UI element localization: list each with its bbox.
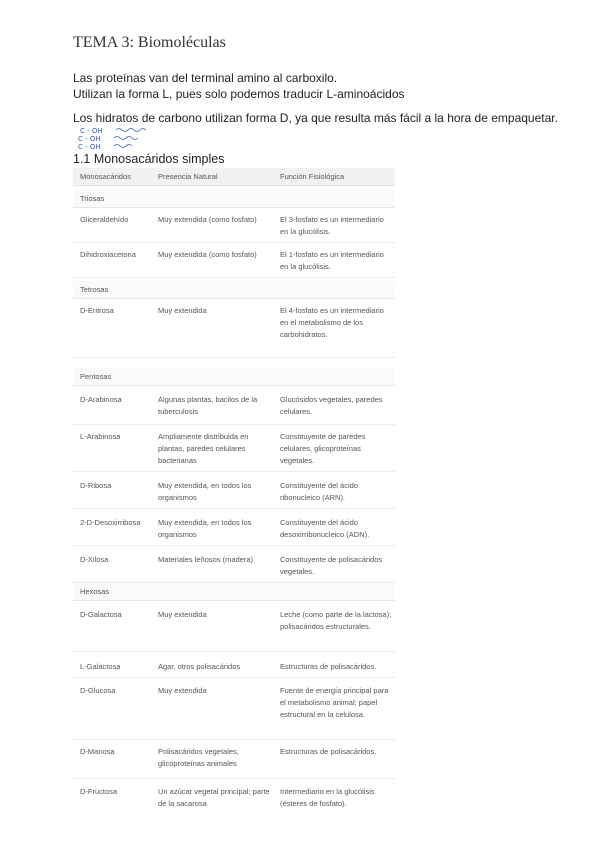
group-label: Hexosas [80,587,110,596]
cell-physiological-function: Leche (como parte de la lactosa); polisacáridos estructurales. [280,610,392,631]
cell-physiological-function: El 1-fosfato es un intermediario en la glucólisis. [280,250,384,271]
cell-monosaccharide: D-Glucosa [80,686,116,695]
cell-natural-presence: Materiales leñosos (madera) [158,555,254,564]
cell-natural-presence: Muy extendida (como fosfato) [158,215,257,224]
table-row [73,513,395,546]
cell-monosaccharide: D-Eritrosa [80,306,114,315]
table-row [73,782,395,814]
table-row [73,301,395,358]
cell-physiological-function: Fuente de energía principal para el metabolismo animal; papel estructural en la celulosa. [280,686,389,719]
paragraph-carbohydrates: Los hidratos de carbono utilizan forma D, ya que resulta más fácil a la hora de empaquetar. [73,111,558,125]
cell-natural-presence: Muy extendida (como fosfato) [158,250,257,259]
table-row [73,605,395,652]
header-monosaccharides: Monosacáridos [80,172,131,181]
group-label: Pentosas [80,372,112,381]
table-row [73,245,395,278]
cell-physiological-function: Constituyente de paredes celulares, glicoproteínas vegetales. [280,432,366,465]
group-label: Tetrosas [80,285,109,294]
header-physiological-function: Función Fisiológica [280,172,345,181]
cell-monosaccharide: Dihidroxiacetona [80,250,136,259]
cell-natural-presence: Muy extendida [158,610,207,619]
cell-physiological-function: Estructuras de polisacáridos. [280,662,377,671]
cell-monosaccharide: 2-D-Desoxirribosa [80,518,141,527]
cell-physiological-function: Glucósidos vegetales, paredes celulares. [280,395,383,416]
cell-physiological-function: El 3-fosfato es un intermediario en la glucólisis. [280,215,384,236]
cell-monosaccharide: D-Fructosa [80,787,118,796]
hand-line-3: C - OH [78,143,101,151]
table-row [73,550,395,583]
cell-natural-presence: Muy extendida, en todos los organismos [158,518,252,539]
page-title: TEMA 3: Biomoléculas [73,34,226,51]
cell-monosaccharide: D-Galactosa [80,610,122,619]
cell-natural-presence: Muy extendida, en todos los organismos [158,481,252,502]
table-row [73,390,395,425]
cell-natural-presence: Un azúcar vegetal principal; parte de la sacarosa [158,787,270,808]
cell-monosaccharide: D-Ribosa [80,481,112,490]
table-row [73,681,395,740]
cell-natural-presence: Agar, otros polisacáridos [158,662,241,671]
cell-natural-presence: Muy extendida [158,306,207,315]
group-tetrosas [73,281,395,299]
group-triosas [73,190,395,208]
hand-line-2: C - OH [78,135,101,143]
cell-monosaccharide: L-Galactosa [80,662,121,671]
cell-monosaccharide: Gliceraldehído [80,215,129,224]
table-header [73,168,395,186]
group-hexosas [73,583,395,601]
cell-natural-presence: Muy extendida [158,686,207,695]
paragraph-proteins: Las proteínas van del terminal amino al carboxilo. [73,71,338,85]
table-row [73,476,395,509]
cell-monosaccharide: D-Manosa [80,747,115,756]
cell-monosaccharide: D-Xilosa [80,555,109,564]
cell-monosaccharide: L-Arabinosa [80,432,121,441]
cell-physiological-function: Constituyente del ácido ribonucleico (ARN). [280,481,358,502]
group-label: Triosas [80,194,105,203]
cell-physiological-function: Constituyente del ácido desoxirribonucleico (ADN). [280,518,370,539]
hand-line-1: C - OH [80,127,103,135]
table-row [73,427,395,472]
paragraph-l-form: Utilizan la forma L, pues solo podemos traducir L-aminoácidos [73,87,405,101]
cell-natural-presence: Algunas plantas, bacilos de la tuberculosis [158,395,258,416]
table-row [73,742,395,779]
cell-monosaccharide: D-Arabinosa [80,395,122,404]
table-row [73,210,395,243]
cell-physiological-function: El 4-fosfato es un intermediario en el metabolismo de los carbohidratos. [280,306,384,339]
cell-natural-presence: Polisacáridos vegetales, glicoproteínas animales [158,747,239,768]
table-row [73,657,395,678]
cell-physiological-function: Constituyente de polisacáridos vegetales. [280,555,383,576]
cell-natural-presence: Ampliamente distribuida en plantas, paredes celulares bacterianas [158,432,249,465]
header-natural-presence: Presencia Natural [158,172,218,181]
section-heading: 1.1 Monosacáridos simples [73,152,225,166]
handwritten-note [76,125,166,151]
cell-physiological-function: Estructuras de polisacáridos. [280,747,377,756]
cell-physiological-function: Intermediario en la glucólisis (ésteres de fosfato). [280,787,375,808]
group-pentosas [73,368,395,386]
